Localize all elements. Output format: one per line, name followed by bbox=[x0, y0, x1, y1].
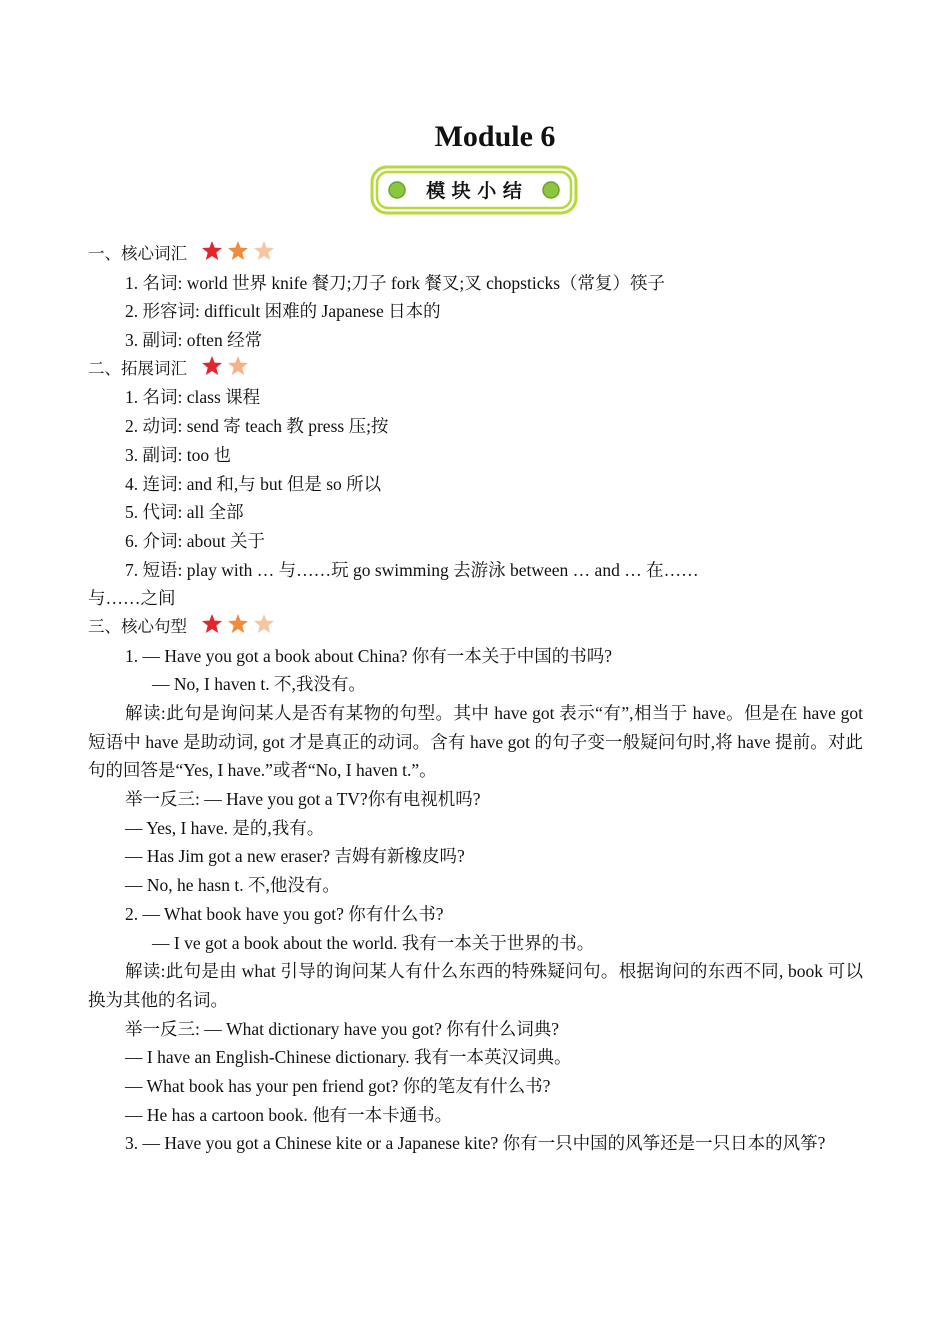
example-line: — What book has your pen friend got? 你的笔友有什么书? bbox=[125, 1076, 551, 1097]
sentence-question: 3. — Have you got a Chinese kite or a Japanese kite? 你有一只中国的风筝还是一只日本的风筝? bbox=[125, 1133, 826, 1154]
banner-right-dot-icon bbox=[543, 182, 559, 198]
example-line: — Has Jim got a new eraser? 吉姆有新橡皮吗? bbox=[125, 846, 465, 867]
example-line: 举一反三: — What dictionary have you got? 你有什么词典? bbox=[125, 1018, 560, 1039]
summary-content bbox=[88, 240, 863, 1158]
list-item: 1. 名词: world 世界 knife 餐刀;刀子 fork 餐叉;叉 chopsticks（常复）筷子 bbox=[125, 272, 666, 293]
list-item: 6. 介词: about 关于 bbox=[125, 530, 265, 551]
star-rating-icon bbox=[201, 355, 253, 387]
list-item: 1. 名词: class 课程 bbox=[125, 387, 261, 408]
list-item: 7. 短语: play with … 与……玩 go swimming 去游泳 between … and … 在…… bbox=[125, 559, 699, 580]
section-heading-extended-vocabulary: 二、拓展词汇 bbox=[88, 355, 863, 384]
banner-text: 模 块 小 结 bbox=[426, 180, 522, 202]
example-line: — He has a cartoon book. 他有一本卡通书。 bbox=[125, 1104, 453, 1125]
list-item: 3. 副词: often 经常 bbox=[125, 330, 263, 351]
example-line: — Yes, I have. 是的,我有。 bbox=[125, 817, 325, 838]
explanation-paragraph: 解读:此句是询问某人是否有某物的句型。其中 have got 表示“有”,相当于 have。但是在 have got 短语中 have 是助动词, got 才是真正的动词。含有 have got 的句子变一般疑问句时,将 have 提前。对此句的回答是“Yes, I have.”或者“No, I haven t.”。 bbox=[88, 703, 863, 781]
banner-left-dot-icon bbox=[389, 182, 405, 198]
sentence-question: 2. — What book have you got? 你有什么书? bbox=[125, 903, 444, 924]
example-line: — No, he hasn t. 不,他没有。 bbox=[125, 875, 340, 896]
star-rating-icon bbox=[201, 613, 279, 645]
page-title: Module 6 bbox=[434, 120, 556, 153]
explanation-paragraph: 解读:此句是由 what 引导的询问某人有什么东西的特殊疑问句。根据询问的东西不同, book 可以换为其他的名词。 bbox=[88, 961, 863, 1010]
example-line: — I have an English-Chinese dictionary. 我有一本英汉词典。 bbox=[125, 1047, 572, 1068]
list-item: 3. 副词: too 也 bbox=[125, 444, 231, 465]
list-item: 2. 动词: send 寄 teach 教 press 压;按 bbox=[125, 416, 389, 437]
section-heading-core-sentences: 三、核心句型 bbox=[88, 613, 863, 642]
sentence-answer: — No, I haven t. 不,我没有。 bbox=[152, 674, 366, 695]
sentence-answer: — I ve got a book about the world. 我有一本关于世界的书。 bbox=[152, 932, 595, 953]
list-item: 5. 代词: all 全部 bbox=[125, 502, 244, 523]
list-item: 4. 连词: and 和,与 but 但是 so 所以 bbox=[125, 473, 382, 494]
example-line: 举一反三: — Have you got a TV?你有电视机吗? bbox=[125, 789, 481, 810]
star-rating-icon bbox=[201, 240, 279, 272]
module-summary-banner bbox=[370, 164, 578, 216]
section-heading-core-vocabulary: 一、核心词汇 bbox=[88, 240, 863, 269]
list-item-continuation: 与……之间 bbox=[88, 588, 176, 609]
list-item: 2. 形容词: difficult 困难的 Japanese 日本的 bbox=[125, 301, 441, 322]
sentence-question: 1. — Have you got a book about China? 你有一本关于中国的书吗? bbox=[125, 645, 613, 666]
